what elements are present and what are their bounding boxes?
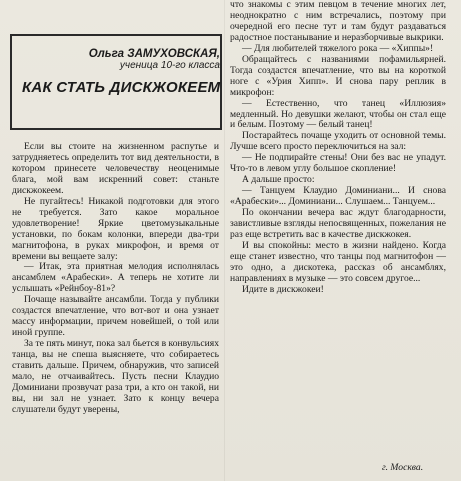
paragraph: Не пугайтесь! Никакой подготовки для этого не требуется. Зато какое моральное удовлетворение! Яркие цветомузыкальные установки, по бокам колонки, впереди два-три магнитофона, в руках микрофон, и время от времени вы вещаете залу: — [12, 195, 219, 262]
paragraph: По окончании вечера вас ждут благодарности, завистливые взгляды непосвященных, пожелания не раз еще встретить вас в качестве дискжокея. — [230, 207, 446, 241]
paragraph: Постарайтесь почаще уходить от основной темы. Лучше всего просто переключиться на зал: — [230, 130, 446, 153]
paragraph: — Не подпирайте стены! Они без вас не упадут. Что-то в левом углу большое скопление! — [230, 152, 446, 175]
paragraph: — Естественно, что танец «Иллюзия» медленный. Но девушки желают, чтобы он стал еще и белым. Поэтому — белый танец! — [230, 97, 446, 131]
right-column — [230, 0, 446, 296]
paragraph: Почаще называйте ансамбли. Тогда у публики создастся впечатление, что вот-вот и она узнает массу информации, причем новейшей, о той или иной группе. — [12, 294, 219, 339]
paragraph: А дальше просто: — [242, 174, 315, 186]
paragraph: Идите в дискжокеи! — [242, 283, 324, 295]
paragraph: — Для любителей тяжелого рока — «Хиппы»! — [242, 42, 434, 54]
column-gutter — [224, 0, 225, 481]
left-column — [12, 142, 219, 416]
article-title: КАК СТАТЬ ДИСКЖОКЕЕМ — [22, 79, 221, 96]
paragraph: что знакомы с этим певцом в течение многих лет, неоднократно с ним встречались, поэтому при очередной его песне тут и там будут раздаваться радостное постанывание и неразборчивые выкрики. — [230, 0, 446, 43]
byline — [70, 48, 220, 72]
author-role: ученица 10-го класса — [119, 60, 220, 71]
paragraph: Если вы стоите на жизненном распутье и затрудняетесь определить тот вид деятельности, в котором принесете человечеству неоценимые блага, мой вам искренний совет: станьте дискжокеем. — [12, 141, 219, 196]
paragraph: — Танцуем Клаудио Доминиани... И снова «Арабески»... Доминиани... Слушаем... Танцуем... — [230, 185, 446, 208]
paragraph: — Итак, эта приятная мелодия исполнялась ансамблем «Арабески». А теперь не хотите ли услышать «Рейнбоу-81»? — [12, 261, 219, 295]
paragraph: И вы спокойны: место в жизни найдено. Когда еще станет известно, что танцы под магнитофон — это одно, а дискотека, рассказ об ансамблях, направлениях в музыке — это совсем другое... — [230, 239, 446, 284]
paragraph: За те пять минут, пока зал бьется в конвульсиях танца, вы не спеша выясняете, что собираетесь ставить дальше. Причем, обнаружив, что записей мало, не отчаивайтесь. Пусть песни Клаудио Доминиани прозвучат раза три, а кто он такой, ни вы, ни зал не узнает. Зато к концу вечера слушатели будут уверены, — [12, 338, 219, 415]
paragraph: Обращайтесь с названиями пофамильярней. Тогда создастся впечатление, что вы на короткой ноге с «Урия Хипп». И снова пару реплик в микрофон: — [230, 53, 446, 98]
dateline: г. Москва. — [382, 462, 424, 473]
author-name: Ольга ЗАМУХОВСКАЯ, — [88, 48, 220, 60]
